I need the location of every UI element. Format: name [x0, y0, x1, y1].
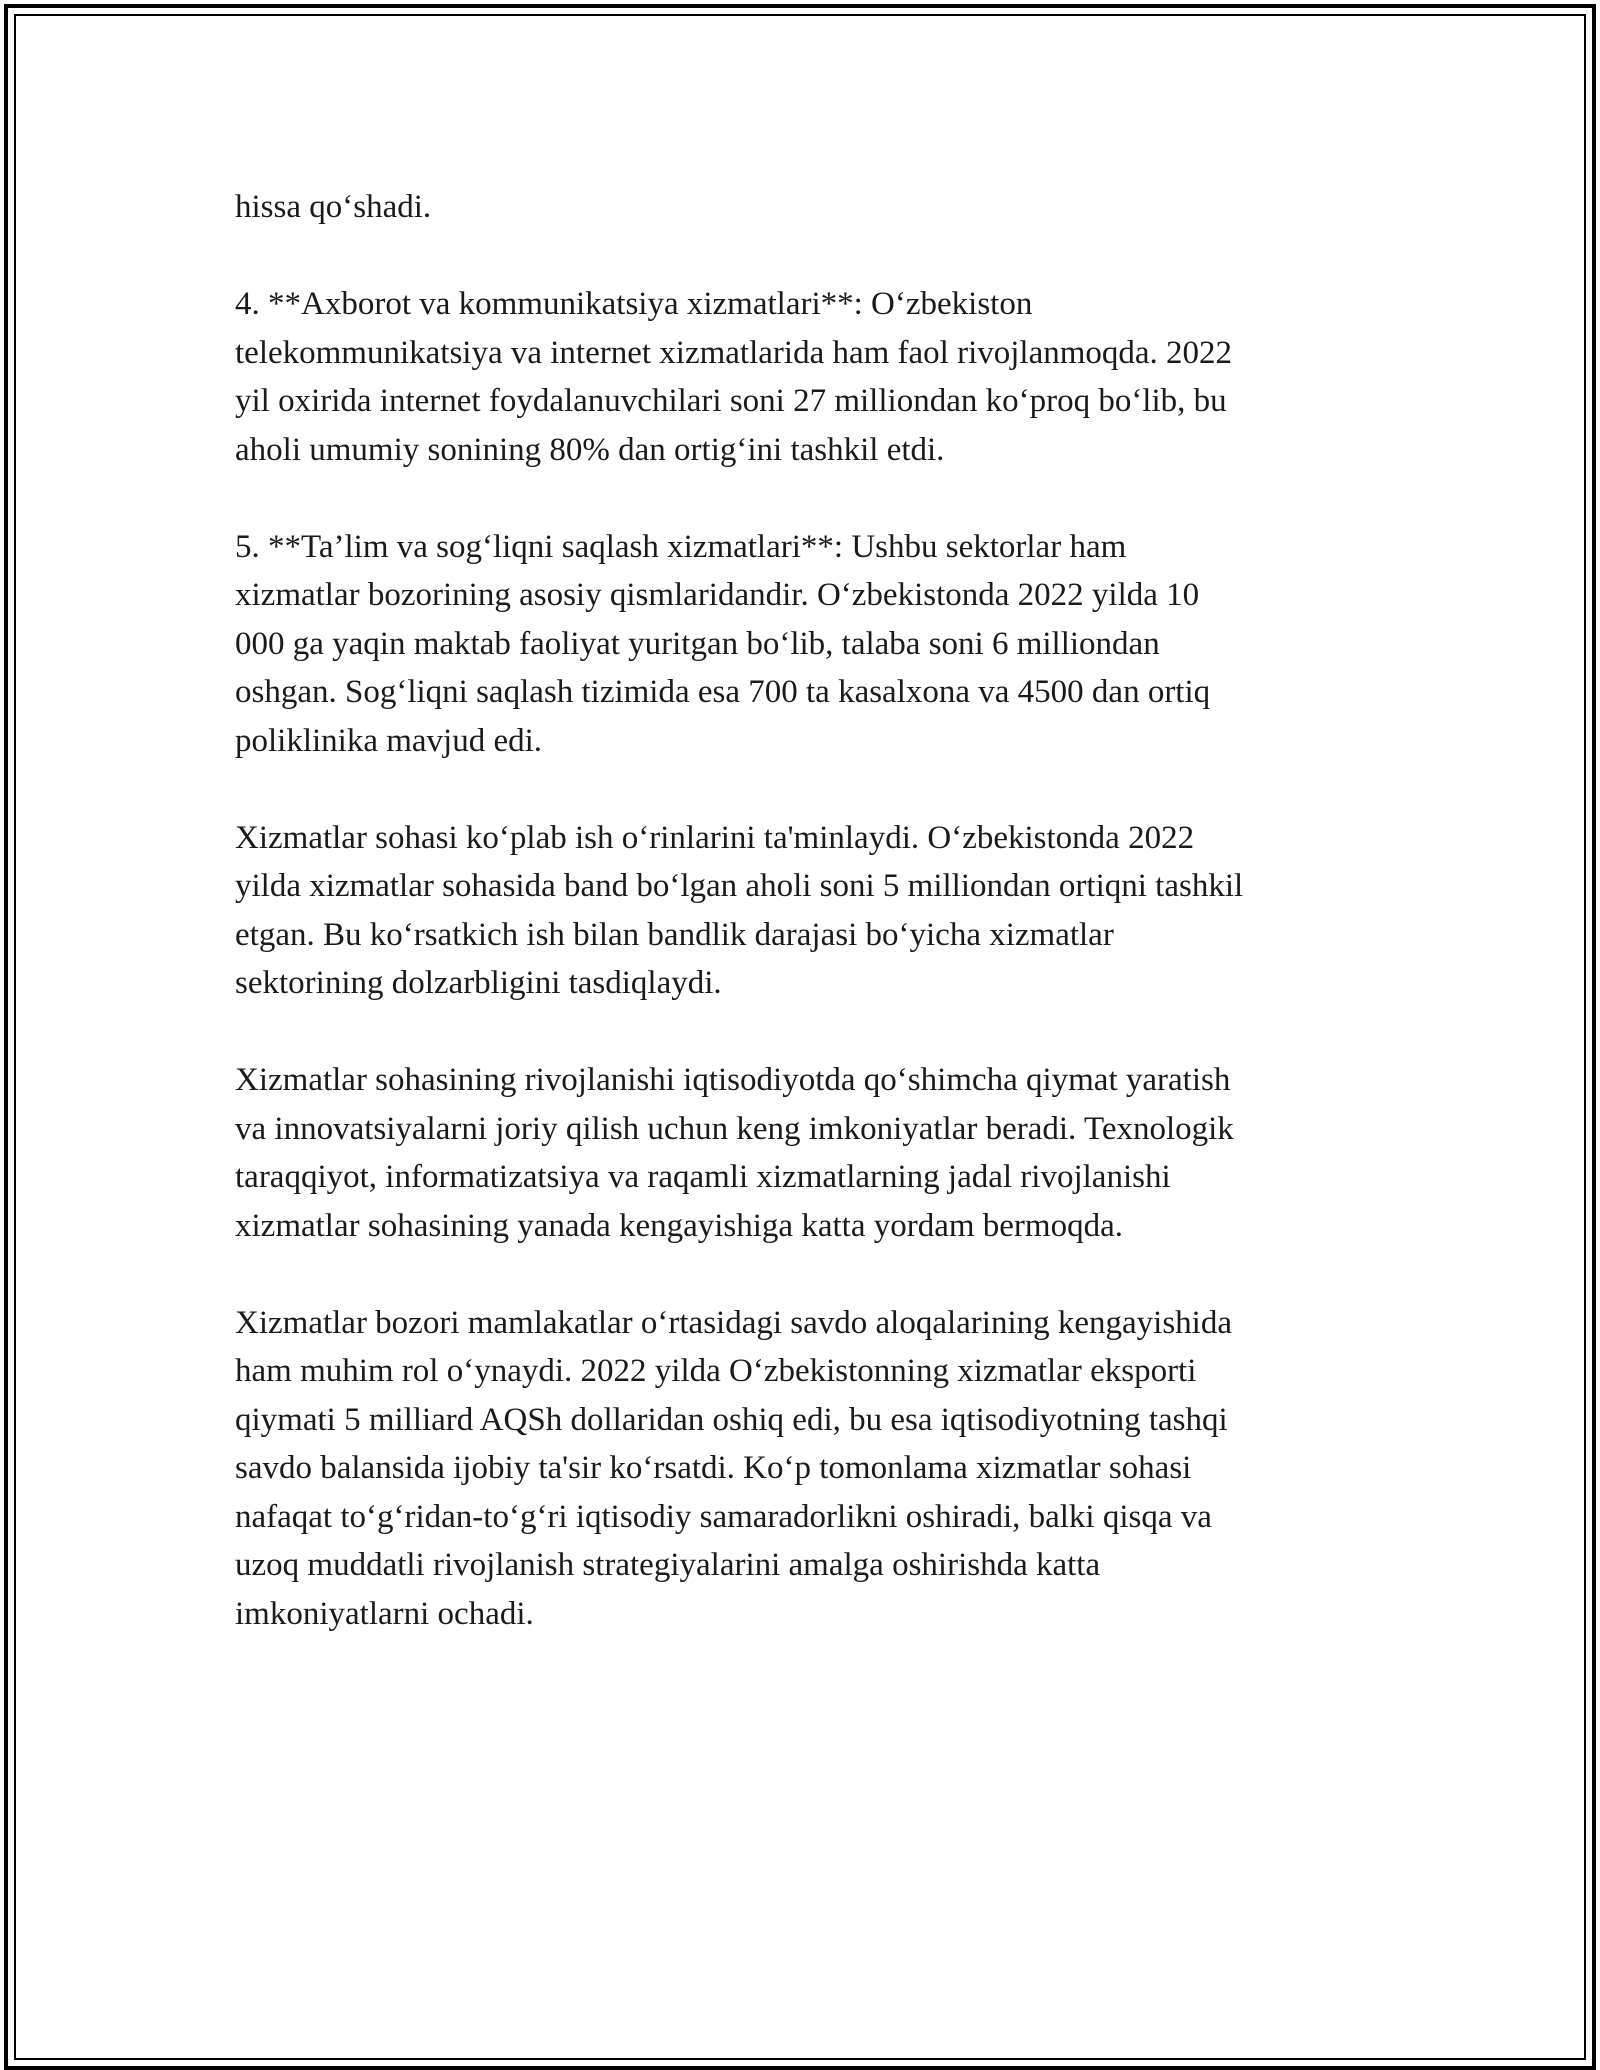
paragraph-trade-export: Xizmatlar bozori mamlakatlar o‘rtasidagi savdo aloqalarining kengayishida ham muhim rol o‘ynaydi. 2022 yilda O‘zbekistonning xizmatlar eksporti qiymati 5 milliard AQSh dollaridan oshiq edi, bu esa iqtisodiyotning tashqi savdo balansida ijobiy ta'sir ko‘rsatdi. Ko‘p tomonlama xizmatlar sohasi nafaqat to‘g‘ridan-to‘g‘ri iqtisodiy samaradorlikni oshiradi, balki qisqa va uzoq muddatli rivojlanish strategiyalarini amalga oshirishda katta imkoniyatlarni ochadi. [235, 1304, 1232, 1632]
paragraph-employment: Xizmatlar sohasi ko‘plab ish o‘rinlarini ta'minlaydi. O‘zbekistonda 2022 yilda xizmatlar sohasida band bo‘lgan aholi soni 5 milliondan ortiqni tashkil etgan. Bu ko‘rsatkich ish bilan bandlik darajasi bo‘yicha xizmatlar sektorining dolzarbligini tasdiqlaydi. [235, 819, 1244, 1001]
paragraph-continuation: hissa qo‘shadi. [235, 189, 432, 225]
document-body [235, 183, 1385, 1687]
paragraph-ict-services: 4. **Axborot va kommunikatsiya xizmatlari**: O‘zbekiston telekommunikatsiya va internet xizmatlarida ham faol rivojlanmoqda. 2022 yil oxirida internet foydalanuvchilari soni 27 milliondan ko‘proq bo‘lib, bu aholi umumiy sonining 80% dan ortig‘ini tashkil etdi. [235, 286, 1233, 468]
paragraph-education-health: 5. **Ta’lim va sog‘liqni saqlash xizmatlari**: Ushbu sektorlar ham xizmatlar bozorining asosiy qismlaridandir. O‘zbekistonda 2022 yilda 10 000 ga yaqin maktab faoliyat yuritgan bo‘lib, talaba soni 6 milliondan oshgan. Sog‘liqni saqlash tizimida esa 700 ta kasalxona va 4500 dan ortiq poliklinika mavjud edi. [235, 528, 1211, 759]
paragraph-innovation: Xizmatlar sohasining rivojlanishi iqtisodiyotda qo‘shimcha qiymat yaratish va innovatsiyalarni joriy qilish uchun keng imkoniyatlar beradi. Texnologik taraqqiyot, informatizatsiya va raqamli xizmatlarning jadal rivojlanishi xizmatlar sohasining yanada kengayishiga katta yordam bermoqda. [235, 1062, 1234, 1244]
